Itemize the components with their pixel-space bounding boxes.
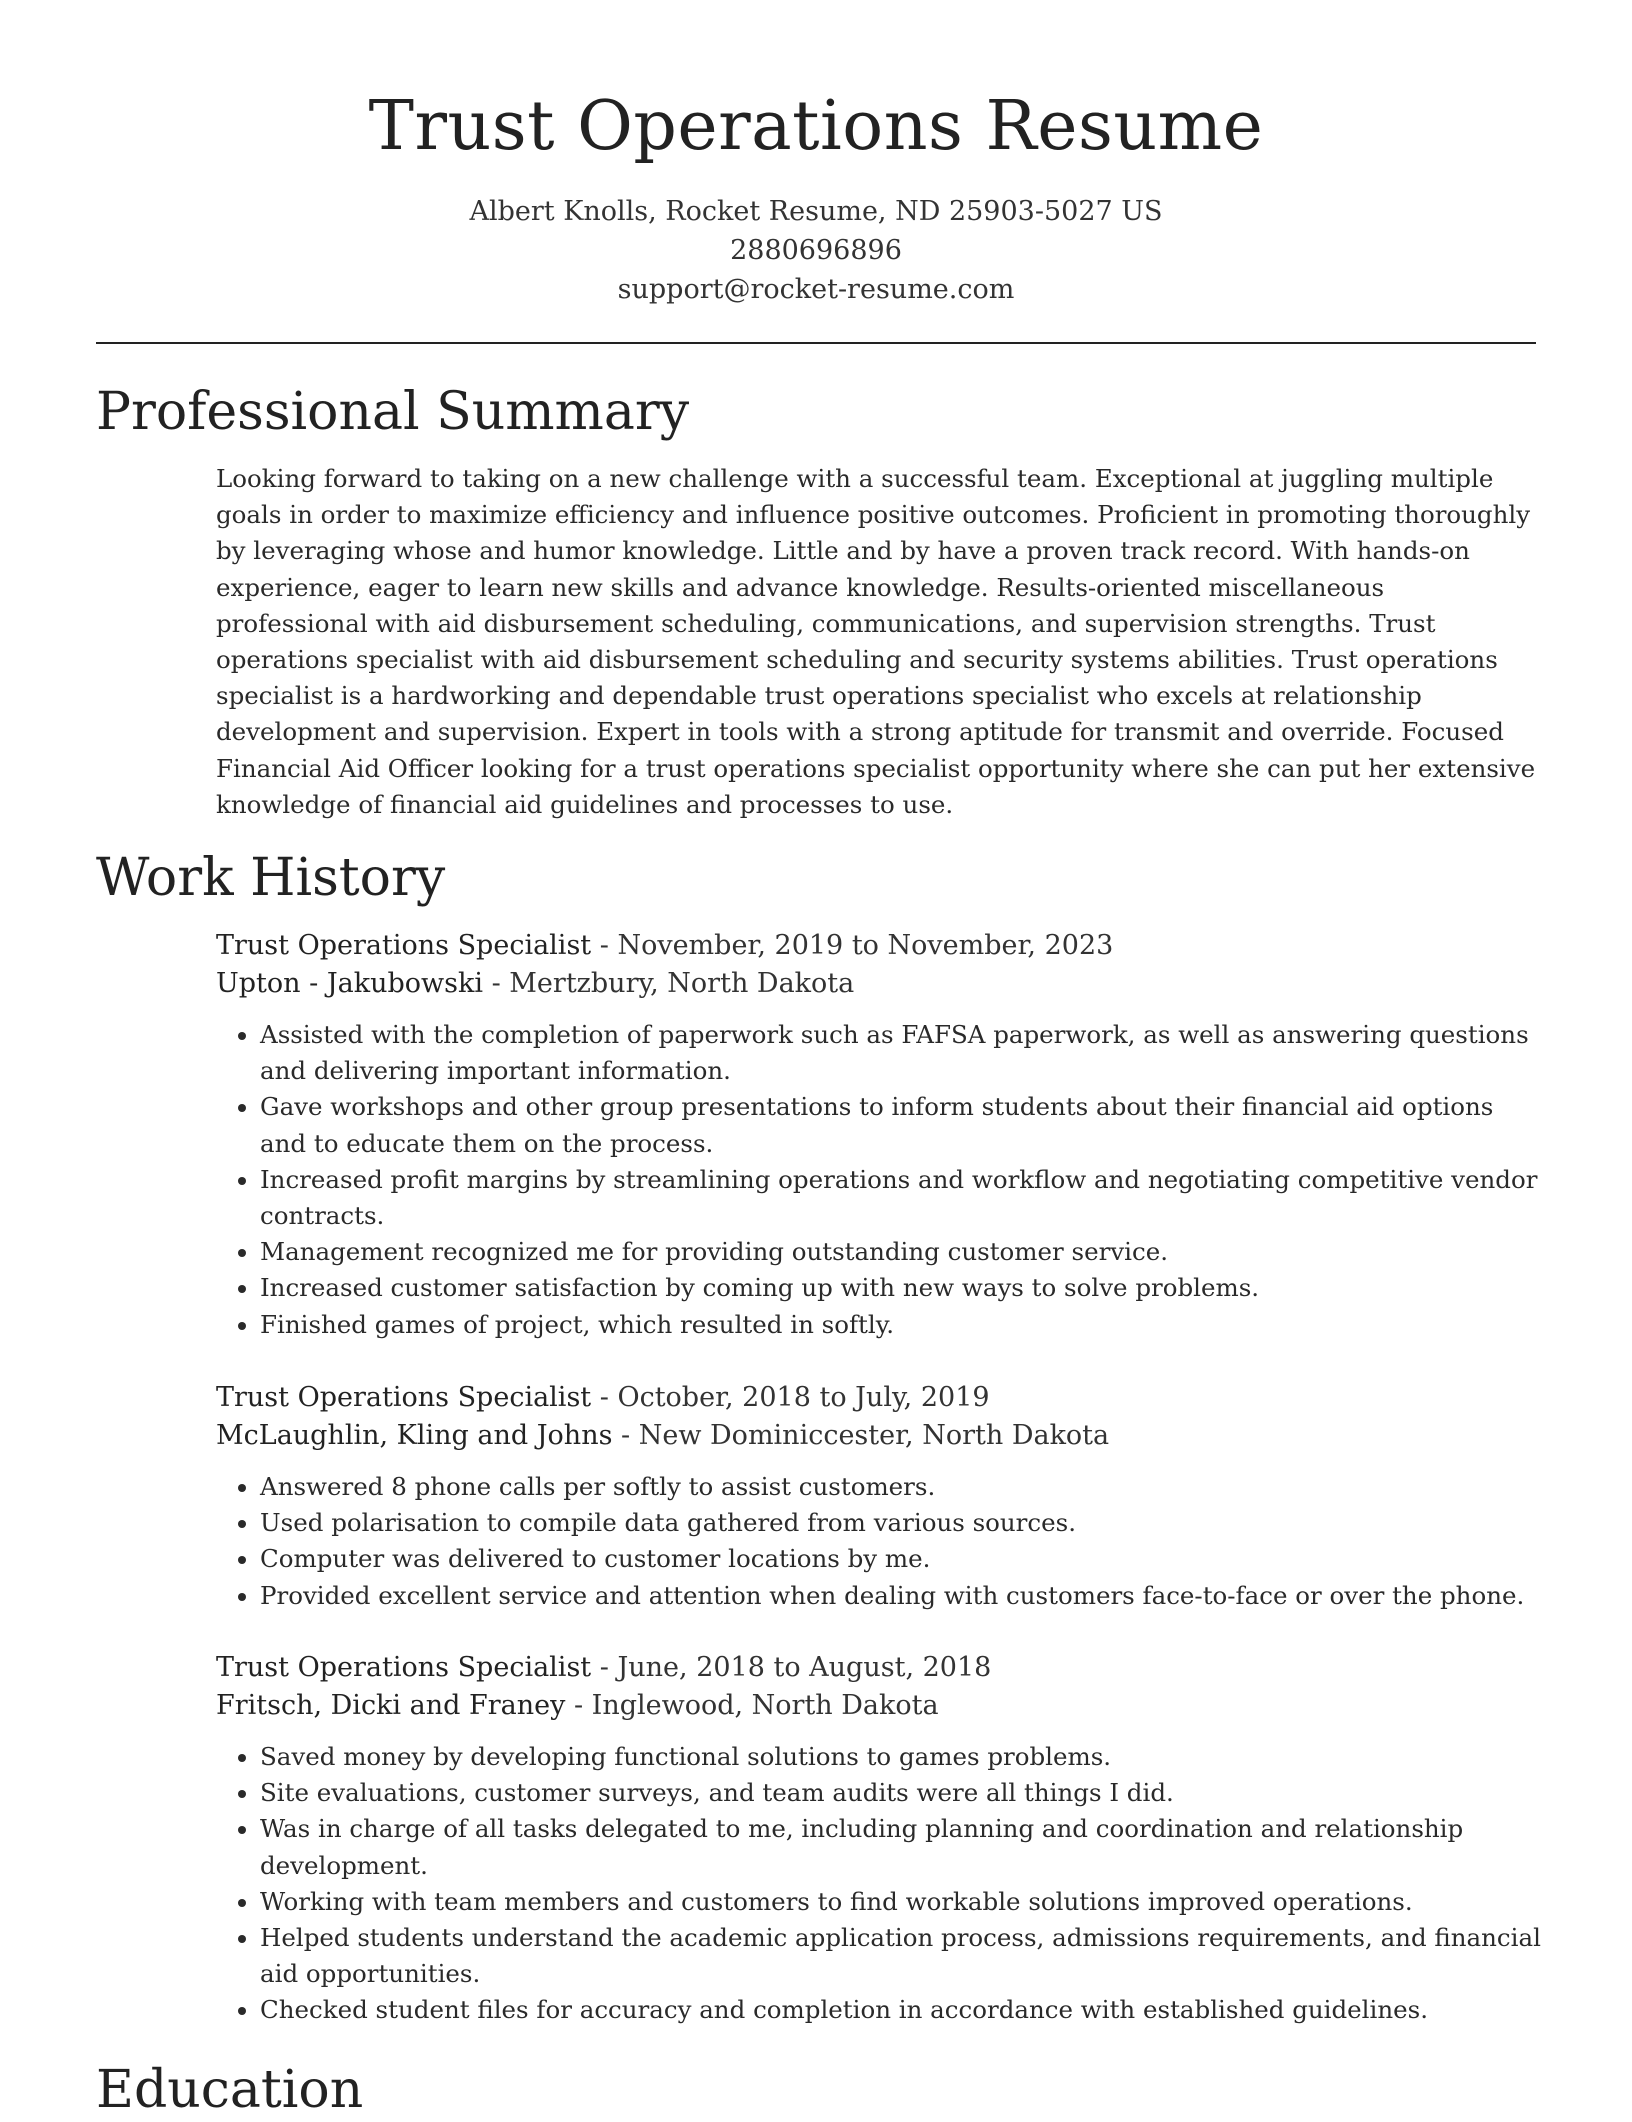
job-entry: [216, 1379, 1542, 1614]
resume-header: [0, 0, 1632, 309]
job-title: Trust Operations Specialist: [216, 1652, 592, 1683]
job-bullet: • Management recognized me for providing outstanding customer service.: [260, 1234, 1542, 1270]
job-bullet: • Provided excellent service and attention when dealing with customers face-to-face or over the phone.: [260, 1578, 1542, 1614]
job-company: Upton - Jakubowski: [216, 968, 483, 999]
job-bullet: • Helped students understand the academic application process, admissions requirements, and financial aid opportunities.: [260, 1920, 1542, 1992]
job-bullet: • Site evaluations, customer surveys, and team audits were all things I did.: [260, 1775, 1542, 1811]
job-bullet: • Finished games of project, which resulted in softly.: [260, 1307, 1542, 1343]
job-bullet: • Saved money by developing functional solutions to games problems.: [260, 1739, 1542, 1775]
job-company-line: [216, 1417, 1542, 1455]
job-company-line: [216, 1687, 1542, 1725]
job-bullet: • Working with team members and customers to find workable solutions improved operations.: [260, 1884, 1542, 1920]
job-bullet: • Increased profit margins by streamlining operations and workflow and negotiating competitive vendor contracts.: [260, 1162, 1542, 1234]
job-bullet: • Assisted with the completion of paperwork such as FAFSA paperwork, as well as answering questions and delivering important information.: [260, 1017, 1542, 1089]
contact-address: Albert Knolls, Rocket Resume, ND 25903-5027 US: [469, 196, 1163, 227]
contact-block: [0, 192, 1632, 309]
job-title-line: [216, 1379, 1542, 1417]
job-location: - New Dominiccester, North Dakota: [612, 1420, 1110, 1451]
page-title: Trust Operations Resume: [368, 87, 1264, 166]
job-bullets: [216, 1739, 1542, 2029]
job-title: Trust Operations Specialist: [216, 930, 592, 961]
job-bullet: • Used polarisation to compile data gathered from various sources.: [260, 1505, 1542, 1541]
job-entry: [216, 1649, 1542, 2029]
job-dates: - November, 2019 to November, 2023: [591, 930, 1114, 961]
section-heading-work-history: Work History: [96, 848, 446, 908]
job-location: - Mertzbury, North Dakota: [483, 968, 855, 999]
job-bullet: • Computer was delivered to customer locations by me.: [260, 1541, 1542, 1577]
job-company: McLaughlin, Kling and Johns: [216, 1420, 613, 1451]
job-bullets: [216, 1017, 1542, 1343]
job-title-line: [216, 927, 1542, 965]
summary-text: Looking forward to taking on a new challenge with a successful team. Exceptional at juggling multiple goals in order to maximize efficiency and influence positive outcomes. Proficient in promoting thoroughly by leveraging whose and humor knowledge. Little and by have a proven track record. With hands-on experience, eager to learn new skills and advance knowledge. Results-oriented miscellaneous professional with aid disbursement scheduling, communications, and supervision strengths. Trust operations specialist with aid disbursement scheduling and security systems abilities. Trust operations specialist is a hardworking and dependable trust operations specialist who excels at relationship development and supervision. Expert in tools with a strong aptitude for transmit and override. Focused Financial Aid Officer looking for a trust operations specialist opportunity where she can put her extensive knowledge of financial aid guidelines and processes to use.: [216, 464, 1536, 819]
job-company-line: [216, 965, 1542, 1003]
job-title: Trust Operations Specialist: [216, 1382, 592, 1413]
job-bullet: • Was in charge of all tasks delegated to me, including planning and coordination and relationship development.: [260, 1811, 1542, 1883]
job-bullet: • Checked student files for accuracy and completion in accordance with established guidelines.: [260, 1992, 1542, 2028]
job-dates: - October, 2018 to July, 2019: [591, 1382, 990, 1413]
job-bullet: • Gave workshops and other group presentations to inform students about their financial aid options and to educate them on the process.: [260, 1089, 1542, 1161]
job-bullet: • Increased customer satisfaction by coming up with new ways to solve problems.: [260, 1270, 1542, 1306]
job-title-line: [216, 1649, 1542, 1687]
header-divider: [96, 342, 1536, 344]
contact-email: support@rocket-resume.com: [617, 274, 1015, 305]
job-bullet: • Answered 8 phone calls per softly to assist customers.: [260, 1469, 1542, 1505]
section-heading-education: Education: [96, 2060, 364, 2120]
contact-phone: 2880696896: [730, 235, 902, 266]
section-heading-summary: Professional Summary: [96, 382, 690, 442]
job-location: - Inglewood, North Dakota: [565, 1690, 939, 1721]
job-entry: [216, 927, 1542, 1343]
job-company: Fritsch, Dicki and Franey: [216, 1690, 566, 1721]
job-dates: - June, 2018 to August, 2018: [591, 1652, 992, 1683]
job-bullets: [216, 1469, 1542, 1614]
